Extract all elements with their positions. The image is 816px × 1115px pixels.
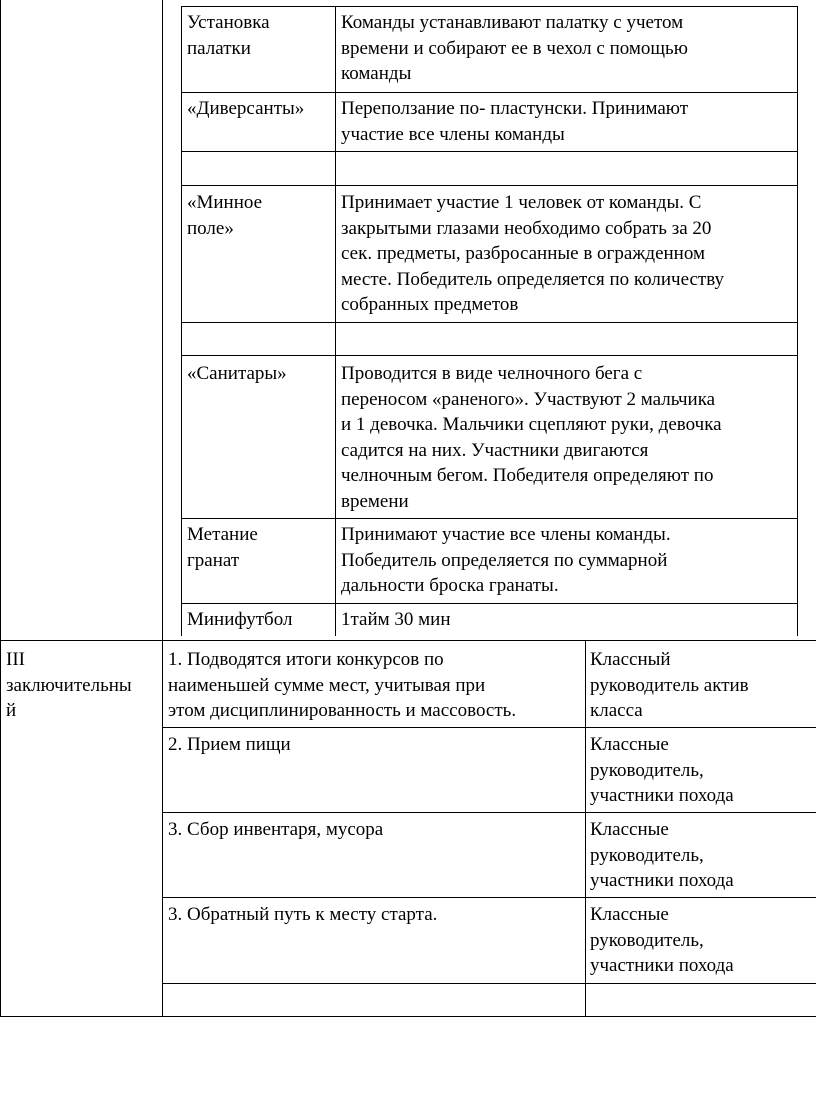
event-name-line: Минифутбол — [187, 609, 293, 630]
responsible-line: Классные — [590, 819, 669, 840]
stage3-activity-meal — [168, 732, 291, 758]
stage3-responsible-cleanup — [590, 817, 734, 894]
event-desc-line: и 1 девочка. Мальчики сцепляют руки, девочка — [341, 414, 722, 436]
event-desc-line: дальности броска гранаты. — [341, 575, 559, 597]
event-desc-line: Проводится в виде челночного бега с — [341, 363, 643, 384]
event-name-line: Метание — [187, 524, 258, 545]
event-desc-line: переносом «раненого». Участвуют 2 мальчика — [341, 388, 716, 410]
stage3-column-divider — [585, 640, 586, 1017]
stage3-row-divider — [162, 812, 816, 813]
stage3-responsible-return — [590, 902, 734, 979]
responsible-line: руководитель, — [590, 929, 704, 951]
event-desc-line: закрытыми глазами необходимо собрать за 20 — [341, 217, 712, 239]
stage3-bottom-border — [0, 1016, 816, 1017]
event-desc-line: команды — [341, 63, 412, 85]
event-desc-saboteurs — [341, 96, 688, 147]
activity-line: 3. Сбор инвентаря, мусора — [168, 819, 384, 840]
event-name-line: гранат — [187, 549, 240, 571]
stage-label-line: заключительны — [6, 674, 132, 696]
event-desc-minefield — [341, 190, 724, 318]
event-desc-line: челночным бегом. Победителя определяют по — [341, 465, 714, 487]
event-name-line: «Санитары» — [187, 363, 287, 384]
event-name-grenade — [187, 522, 258, 573]
responsible-line: Классные — [590, 904, 669, 925]
stage3-row-divider — [162, 983, 816, 984]
event-name-tent — [187, 10, 270, 61]
event-desc-line: садится на них. Участники двигаются — [341, 439, 649, 461]
inner-row-divider — [181, 355, 798, 356]
stage-label-line: й — [6, 700, 17, 722]
responsible-line: руководитель, — [590, 759, 704, 781]
stage3-label — [6, 647, 132, 724]
inner-row-divider — [181, 518, 798, 519]
stage3-activity-summary — [168, 647, 516, 724]
event-desc-line: сек. предметы, разбросанные в огражденном — [341, 243, 706, 265]
inner-table-left-border — [181, 6, 182, 636]
event-name-line: палатки — [187, 37, 251, 59]
inner-row-divider — [181, 603, 798, 604]
event-desc-minifootball — [341, 607, 451, 633]
event-desc-line: Победитель определяется по суммарной — [341, 549, 668, 571]
event-desc-line: собранных предметов — [341, 294, 519, 316]
responsible-line: участники похода — [590, 785, 734, 807]
responsible-line: участники похода — [590, 955, 734, 977]
inner-row-divider — [181, 322, 798, 323]
inner-row-divider — [181, 92, 798, 93]
event-desc-line: времени — [341, 490, 409, 512]
activity-line: наименьшей сумме мест, учитывая при — [168, 674, 486, 696]
outer-stage-divider — [162, 0, 163, 1017]
event-desc-line: Принимают участие все члены команды. — [341, 524, 671, 545]
event-desc-medics — [341, 361, 722, 515]
event-desc-line: Переползание по- пластунски. Принимают — [341, 98, 689, 119]
event-name-minifootball — [187, 607, 292, 633]
event-desc-line: участие все члены команды — [341, 123, 565, 145]
event-desc-line: месте. Победитель определяется по количеству — [341, 268, 725, 290]
stage3-row-divider — [162, 727, 816, 728]
activity-line: этом дисциплинированность и массовость. — [168, 700, 517, 722]
responsible-line: класса — [590, 700, 643, 722]
responsible-line: Классный — [590, 649, 671, 670]
inner-table-column-divider — [335, 6, 336, 636]
activity-line: 2. Прием пищи — [168, 734, 291, 755]
stage3-responsible-meal — [590, 732, 734, 809]
event-desc-line: 1тайм 30 мин — [341, 609, 451, 630]
activity-line: 1. Подводятся итоги конкурсов по — [168, 649, 444, 670]
stage3-top-border — [0, 640, 816, 641]
event-desc-tent — [341, 10, 688, 87]
inner-table-top-border — [181, 6, 798, 7]
responsible-line: Классные — [590, 734, 669, 755]
stage3-activity-return — [168, 902, 437, 928]
stage-label-line: III — [6, 649, 25, 670]
event-name-medics — [187, 361, 287, 387]
stage3-responsible-summary — [590, 647, 749, 724]
event-name-saboteurs — [187, 96, 304, 122]
activity-line: 3. Обратный путь к месту старта. — [168, 904, 438, 925]
responsible-line: руководитель актив — [590, 674, 749, 696]
inner-row-divider — [181, 185, 798, 186]
event-desc-grenade — [341, 522, 671, 599]
event-name-line: Установка — [187, 12, 270, 33]
event-desc-line: Команды устанавливают палатку с учетом — [341, 12, 684, 33]
responsible-line: участники похода — [590, 870, 734, 892]
stage3-activity-cleanup — [168, 817, 383, 843]
responsible-line: руководитель, — [590, 844, 704, 866]
event-desc-line: времени и собирают ее в чехол с помощью — [341, 37, 688, 59]
event-name-line: поле» — [187, 217, 234, 239]
event-name-minefield — [187, 190, 262, 241]
stage3-row-divider — [162, 897, 816, 898]
event-name-line: «Минное — [187, 192, 263, 213]
event-name-line: «Диверсанты» — [187, 98, 305, 119]
outer-left-border — [0, 0, 1, 1017]
inner-table-right-border — [797, 6, 798, 636]
inner-row-divider — [181, 151, 798, 152]
event-desc-line: Принимает участие 1 человек от команды. С — [341, 192, 702, 213]
